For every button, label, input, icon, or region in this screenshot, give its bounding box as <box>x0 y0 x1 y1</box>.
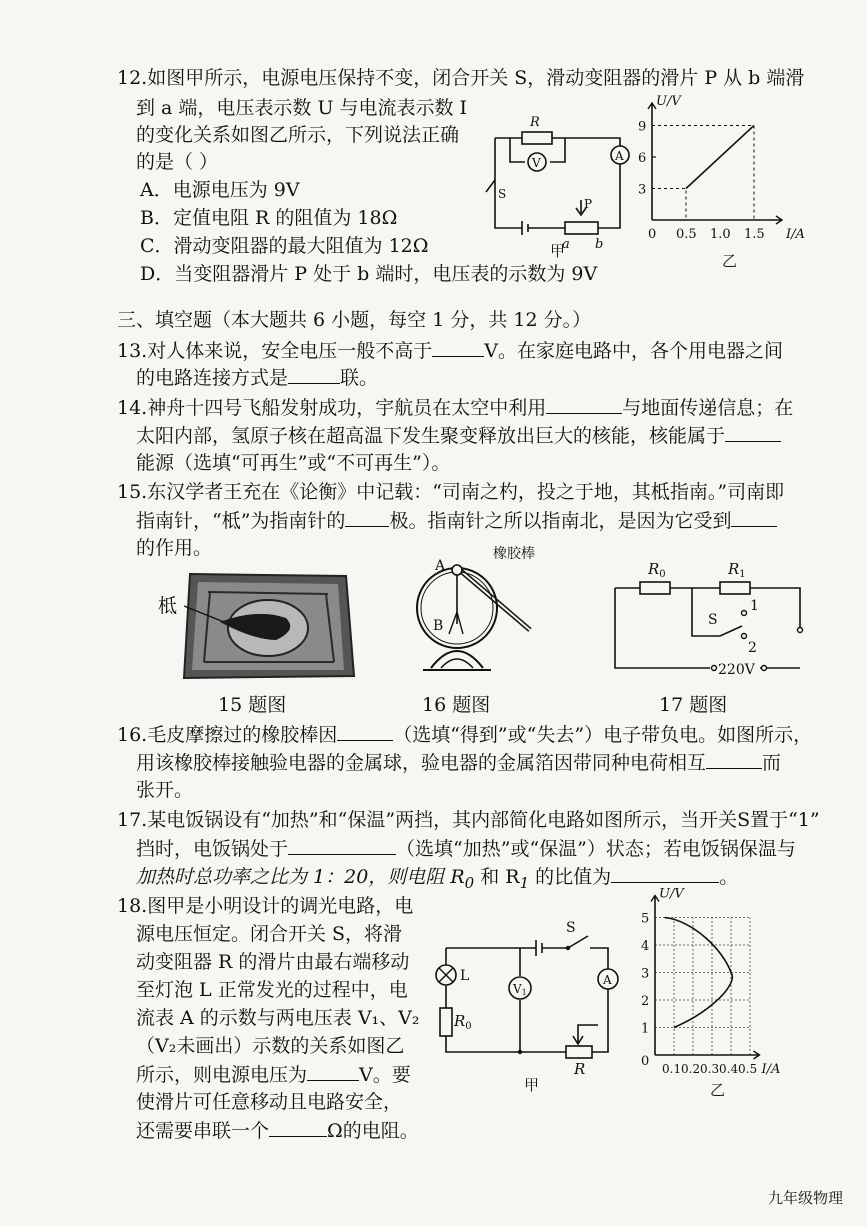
q12-graph <box>630 95 805 270</box>
q12-xtick-0: 0 <box>648 227 657 242</box>
q12-line2: 到 a 端，电压表示数 U 与电流表示数 I <box>136 97 468 119</box>
q18-xtick-0.5: 0.5 <box>738 1062 758 1076</box>
fig17-voltage-label: 220V <box>718 662 755 678</box>
q18-line4: 至灯泡 L 正常发光的过程中，电 <box>136 979 408 1001</box>
q18-circuit-diagram <box>428 920 628 1095</box>
q18-ytick-4: 4 <box>641 939 650 954</box>
fig15-label: 柢 <box>158 595 178 617</box>
q14-line1: 14.神舟十四号飞船发射成功，宇航员在太空中利用 与地面传递信息；在 <box>117 397 794 419</box>
fig17-switch-label: S <box>708 612 718 628</box>
q17-blank-1[interactable] <box>288 836 396 855</box>
q18-ammeter-label: A <box>603 973 612 987</box>
q12-option-d: D．当变阻器滑片 P 处于 b 端时，电压表的示数为 9V <box>140 263 598 285</box>
q18-line3: 动变阻器 R 的滑片由最右端移动 <box>136 951 410 973</box>
q18-xtick-0.1: 0.1 <box>662 1062 682 1076</box>
fig16-label-a: A <box>435 558 446 574</box>
q18-graph <box>635 886 820 1100</box>
q18-ytick-0: 0 <box>641 1054 650 1069</box>
q18-line6: （V₂未画出）示数的关系如图乙 <box>136 1035 405 1057</box>
q18-data-curve <box>665 918 733 1028</box>
q18-graph-caption: 乙 <box>710 1081 726 1099</box>
q16-line3: 张开。 <box>136 779 194 801</box>
q18-xtick-0.3: 0.3 <box>700 1062 720 1076</box>
q18-circuit-caption: 甲 <box>524 1076 540 1094</box>
q12-x-label: I/A <box>786 227 805 242</box>
fig17-circuit <box>610 558 810 683</box>
footer-subject: 九年级物理 <box>768 1189 844 1207</box>
q15-blank-2[interactable] <box>731 508 777 527</box>
q12-xtick-1.5: 1.5 <box>744 227 765 242</box>
fig16-rod-label: 橡胶棒 <box>493 546 535 562</box>
q13-blank-1[interactable] <box>432 338 484 357</box>
fig17-r1-sub: 1 <box>739 569 746 580</box>
svg-text:R0 <box>453 1012 472 1032</box>
q14-line2: 太阳内部，氢原子核在超高温下发生聚变释放出巨大的核能，核能属于 <box>136 423 781 448</box>
q18-ytick-1: 1 <box>641 1021 650 1037</box>
fig17-caption: 17 题图 <box>659 694 728 716</box>
q18-lamp-label: L <box>460 968 470 984</box>
q12-ytick-9: 9 <box>638 119 647 135</box>
q17-line2: 挡时，电饭锅处于 （选填“加热”或“保温”）状态；若电饭锅保温与 <box>136 838 796 860</box>
q14-blank-2[interactable] <box>725 423 781 442</box>
q12-ammeter-label: A <box>615 149 624 163</box>
q12-circuit-caption: 甲 <box>550 242 566 260</box>
q12-xtick-0.5: 0.5 <box>676 227 697 242</box>
q12-xtick-1.0: 1.0 <box>710 227 731 242</box>
q12-line4: 的是（ ） <box>136 151 219 173</box>
q18-line9: 还需要串联一个 Ω的电阻。 <box>136 1120 419 1142</box>
q18-ytick-3: 3 <box>641 966 650 982</box>
q16-blank-1[interactable] <box>337 722 393 741</box>
q16-line2: 用该橡胶棒接触验电器的金属球，验电器的金属箔因带同种电荷相互 而 <box>136 752 782 774</box>
q12-end-b: b <box>595 237 604 252</box>
q12-line1: 12.如图甲所示，电源电压保持不变，闭合开关 S，滑动变阻器的滑片 P 从 b 端滑 <box>117 67 805 89</box>
fig17-terminal-1: 1 <box>750 598 759 614</box>
q12-graph-caption: 乙 <box>722 252 738 270</box>
q12-switch-label: S <box>498 187 507 201</box>
q14-blank-1[interactable] <box>546 395 622 414</box>
q12-data-line <box>686 126 754 189</box>
q18-line5: 流表 A 的示数与两电压表 V₁、V₂ <box>136 1007 420 1029</box>
q17-blank-2[interactable] <box>611 864 719 883</box>
fig16-caption: 16 题图 <box>422 694 491 716</box>
fig16-electroscope <box>405 548 555 688</box>
q15-blank-1[interactable] <box>345 508 389 527</box>
q12-option-b: B．定值电阻 R 的阻值为 18Ω <box>140 207 398 229</box>
svg-text:R0 <box>647 560 666 580</box>
q18-line7: 所示，则电源电压为 V。要 <box>136 1064 411 1086</box>
q13-line2: 的电路连接方式是 联。 <box>136 367 379 389</box>
q18-ytick-2: 2 <box>641 994 650 1009</box>
q18-switch-label: S <box>566 920 576 936</box>
q18-line1: 18.图甲是小明设计的调光电路，电 <box>117 895 414 917</box>
q18-r0-sub: 0 <box>465 1021 472 1032</box>
q18-line2: 源电压恒定。闭合开关 S，将滑 <box>136 923 403 945</box>
q18-xtick-0.4: 0.4 <box>719 1062 739 1076</box>
q13-blank-2[interactable] <box>288 365 340 384</box>
q13-line1: 13.对人体来说，安全电压一般不高于 V。在家庭电路中，各个用电器之间 <box>117 340 783 362</box>
q15-line2: 指南针，“柢”为指南针的 极。指南针之所以指南北，是因为它受到 <box>136 508 777 533</box>
fig17-r0-label: R <box>648 560 660 578</box>
q18-y-label: U/V <box>659 886 684 902</box>
q12-guide-0 <box>652 189 686 221</box>
q18-voltmeter-label: V <box>513 982 522 996</box>
fig15-caption: 15 题图 <box>218 694 287 716</box>
q12-option-a: A．电源电压为 9V <box>140 179 300 201</box>
q12-ytick-3: 3 <box>638 182 647 198</box>
q12-line3: 的变化关系如图乙所示，下列说法正确 <box>136 124 460 146</box>
q16-blank-2[interactable] <box>706 750 762 769</box>
q12-circuit-diagram <box>480 110 630 260</box>
q14-line3: 能源（选填“可再生”或“不可再生”）。 <box>136 452 451 474</box>
q16-line1: 16.毛皮摩擦过的橡胶棒因 （选填“得到”或“失去”）电子带负电。如图所示， <box>117 724 813 746</box>
q18-ytick-5: 5 <box>641 911 650 927</box>
q18-voltmeter-sub: 1 <box>521 988 527 997</box>
q18-xtick-0.2: 0.2 <box>681 1062 701 1076</box>
q12-resistor-label: R <box>530 115 540 130</box>
q17-line1: 17.某电饭锅设有“加热”和“保温”两挡，其内部简化电路如图所示，当开关S置于“1” <box>117 809 820 831</box>
fig16-label-b: B <box>433 618 444 634</box>
q18-blank-2[interactable] <box>269 1118 327 1137</box>
q12-y-label: U/V <box>656 94 681 109</box>
q18-line8: 使滑片可任意移动且电路安全， <box>136 1091 403 1113</box>
q15-line1: 15.东汉学者王充在《论衡》中记载：“司南之杓，投之于地，其柢指南。”司南即 <box>117 481 785 503</box>
q18-rheostat-label: R <box>574 1060 586 1078</box>
q18-blank-1[interactable] <box>307 1062 359 1081</box>
q17-line3: 加热时总功率之比为 1：20，则电阻 $R_0$ 和 $R_1$ 的比值为 。 <box>136 866 739 892</box>
fig17-r0-sub: 0 <box>659 569 666 580</box>
fig17-r1-label: R <box>728 560 740 578</box>
q12-end-a: a <box>562 237 570 252</box>
fig15-compass-picture <box>158 566 358 686</box>
q12-ytick-6: 6 <box>638 151 647 166</box>
q12-slider-label: P <box>584 197 593 211</box>
svg-text:R1 <box>727 560 746 580</box>
q18-r0-label: R <box>454 1012 466 1030</box>
q15-line3: 的作用。 <box>136 537 213 559</box>
q12-option-c: C．滑动变阻器的最大阻值为 12Ω <box>140 235 429 257</box>
q18-x-label: I/A <box>761 1062 781 1077</box>
q12-voltmeter-label: V <box>532 156 541 170</box>
section3-title: 三、填空题（本大题共 6 小题，每空 1 分，共 12 分。） <box>117 309 592 331</box>
fig17-terminal-2: 2 <box>748 640 757 656</box>
